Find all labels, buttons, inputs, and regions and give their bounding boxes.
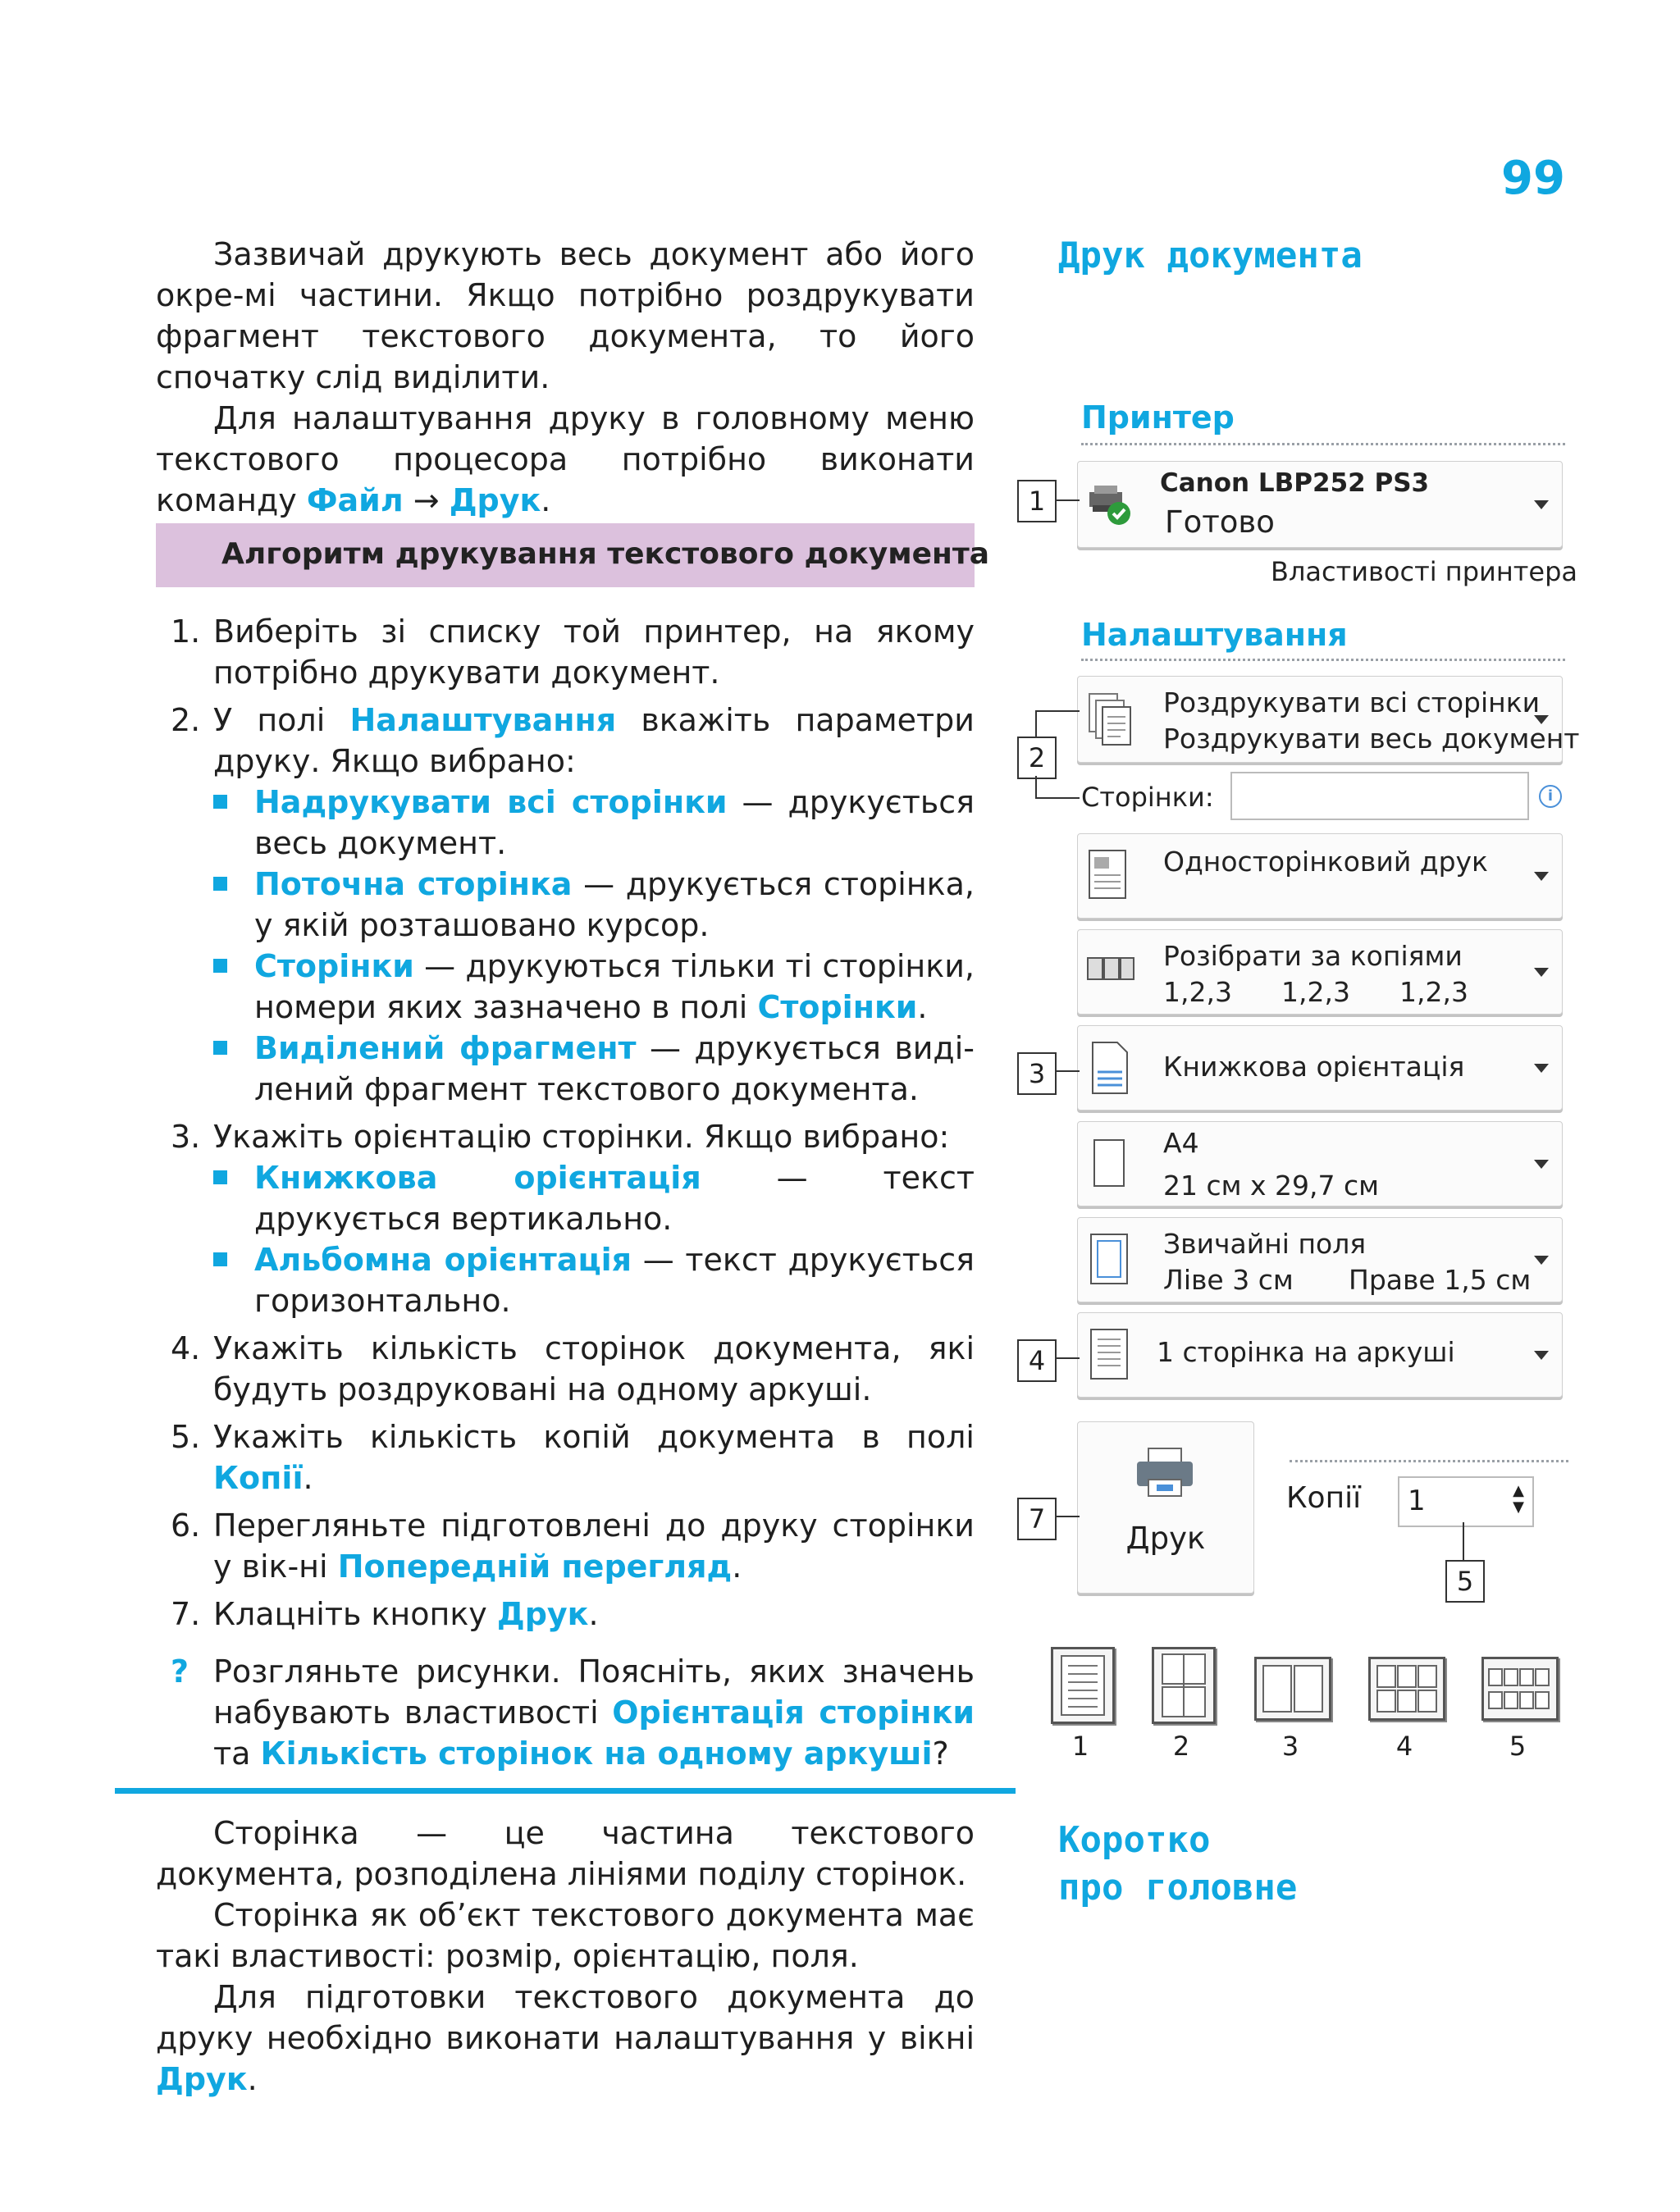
page-number: 99 [1501, 152, 1565, 205]
pages-per-sheet-select[interactable] [1077, 1312, 1563, 1398]
chevron-down-icon [1534, 968, 1549, 977]
portrait-orientation-icon [1086, 1039, 1135, 1097]
bullet-square-icon [213, 795, 227, 809]
intro-paragraph-1: Зазвичай друкують весь документ або його окре-мі частини. Якщо потрібно роздрукувати фрагмент текстового документа, то його спочатку слід виділити. [156, 236, 975, 395]
bullet-square-icon [213, 1041, 227, 1055]
summary-heading-line-1: Коротко [1058, 1819, 1211, 1861]
callout-4: 4 [1017, 1339, 1057, 1382]
paper-size-select[interactable] [1077, 1121, 1563, 1206]
collate-select[interactable] [1077, 929, 1563, 1015]
pages-per-sheet-option: 1 сторінка на аркуші [1157, 1336, 1455, 1368]
printer-properties-link[interactable]: Властивості принтера [1271, 556, 1577, 587]
bullet-square-icon [213, 1170, 227, 1184]
paper-size-icon [1086, 1135, 1135, 1193]
summary-paragraph-2: Сторінка як об’єкт текстового документа має такі властивості: розмір, орієнтацію, поля. [156, 1897, 975, 1974]
thumb-label-4: 4 [1395, 1731, 1413, 1762]
callout-3: 3 [1017, 1052, 1057, 1095]
collate-order-2: 1,2,3 [1281, 976, 1350, 1008]
callout-line [1035, 797, 1080, 799]
sided-select[interactable] [1077, 833, 1563, 919]
chevron-down-icon [1534, 872, 1549, 881]
question: ? Розгляньте рисунки. Поясніть, яких значень набувають властивості Орієнтація сторінки та Кількість сторінок на одному аркуші? [156, 1651, 975, 1774]
bullet-current-page: Поточна сторінка — друкується сторінка, у якій розташовано курсор. [213, 864, 975, 946]
printer-ready-icon [1086, 476, 1135, 533]
margins-option: Звичайні поля [1163, 1228, 1367, 1260]
settings-section-title: Налаштування [1081, 617, 1348, 653]
spinner-arrows-icon[interactable]: ▲ ▼ [1513, 1482, 1524, 1516]
callout-line [1035, 776, 1037, 799]
callout-2: 2 [1017, 737, 1057, 779]
collate-icon [1086, 943, 1135, 1001]
chevron-down-icon [1534, 1256, 1549, 1265]
printer-icon [1134, 1447, 1196, 1499]
callout-line [1055, 1516, 1080, 1517]
summary-heading [1058, 1817, 1297, 1912]
bullet-all-pages: Надрукувати всі сторінки — друкується весь документ. [213, 782, 975, 864]
layout-thumb-5-icon [1481, 1657, 1559, 1721]
copies-label: Копії [1286, 1481, 1362, 1515]
bullet-selection: Виділений фрагмент — друкується виді-лений фрагмент текстового документа. [213, 1028, 975, 1110]
printer-name: Canon LBP252 PS3 [1160, 468, 1430, 498]
thumb-label-2: 2 [1172, 1731, 1190, 1762]
step-4: 4. Укажіть кількість сторінок документа, які будуть роздруковані на одному аркуші. [171, 1330, 975, 1407]
print-button-label: Друк [1125, 1521, 1206, 1556]
summary-paragraph-3: Для підготовки текстового документа до друку необхідно виконати налаштування у вікні Друк. [156, 1979, 975, 2097]
step-7: 7. Клацніть кнопку Друк. [171, 1596, 599, 1632]
margin-right: Праве 1,5 см [1349, 1264, 1532, 1296]
collate-option: Розібрати за копіями [1163, 940, 1463, 972]
intro-paragraph-2-text: Для налаштування друку в головному меню текстового процесора потрібно виконати команду [156, 400, 975, 518]
bullet-landscape: Альбомна орієнтація — текст друкується горизонтально. [213, 1239, 975, 1321]
chevron-down-icon [1534, 715, 1549, 724]
bullet-square-icon [213, 877, 227, 891]
callout-line [1055, 499, 1080, 501]
arrow-icon: → [413, 482, 440, 518]
one-sided-icon [1086, 847, 1135, 905]
page-per-sheet-icon [1086, 1326, 1135, 1384]
step-5: 5. Укажіть кількість копій документа в полі Копії. [171, 1419, 975, 1496]
chevron-down-icon [1534, 1064, 1549, 1073]
summary-paragraph-1: Сторінка — це частина текстового документа, розподілена лініями поділу сторінок. [156, 1815, 975, 1892]
bullet-square-icon [213, 1252, 227, 1266]
callout-1: 1 [1017, 480, 1057, 522]
copies-divider [1290, 1460, 1568, 1462]
paper-size-dimensions: 21 см x 29,7 см [1163, 1170, 1380, 1202]
layout-thumb-1-icon [1051, 1647, 1115, 1724]
step-1: 1. Виберіть зі списку той принтер, на якому потрібно друкувати документ. [171, 613, 975, 691]
thumb-label-1: 1 [1071, 1731, 1089, 1762]
step-6: 6. Перегляньте підготовлені до друку сторінки у вік-ні Попередній перегляд. [171, 1507, 975, 1585]
copies-spinner[interactable] [1398, 1476, 1534, 1527]
orientation-select[interactable] [1077, 1025, 1563, 1111]
chevron-down-icon [1534, 500, 1549, 509]
settings-section-divider [1081, 659, 1565, 661]
callout-line [1055, 1357, 1080, 1359]
bullet-portrait: Книжкова орієнтація — текст друкується вертикально. [213, 1157, 975, 1239]
bullet-square-icon [213, 959, 227, 973]
thumb-label-3: 3 [1281, 1731, 1299, 1762]
chevron-down-icon [1534, 1160, 1549, 1169]
callout-line [1035, 710, 1080, 712]
margins-select[interactable] [1077, 1217, 1563, 1302]
pages-label: Сторінки: [1081, 782, 1214, 813]
callout-5: 5 [1445, 1560, 1485, 1603]
algorithm-steps [156, 611, 975, 1774]
orientation-option: Книжкова орієнтація [1163, 1051, 1465, 1083]
print-range-detail: Роздрукувати весь документ [1163, 723, 1580, 755]
cmd-file: Файл [306, 482, 404, 518]
printer-section-divider [1081, 443, 1565, 445]
printer-select[interactable] [1077, 461, 1563, 548]
layout-thumb-4-icon [1368, 1657, 1445, 1721]
margin-left: Ліве 3 см [1163, 1264, 1294, 1296]
question-icon: ? [171, 1653, 189, 1690]
copies-value: 1 [1408, 1485, 1426, 1517]
callout-line [1055, 1070, 1080, 1072]
printer-section-title: Принтер [1081, 399, 1235, 436]
callout-line [1035, 710, 1037, 737]
info-icon[interactable]: i [1539, 785, 1562, 808]
print-button[interactable] [1077, 1421, 1254, 1594]
layout-thumb-3-icon [1254, 1657, 1331, 1721]
paper-size-option: A4 [1163, 1127, 1199, 1159]
pages-input[interactable] [1230, 772, 1529, 820]
sided-option: Односторінковий друк [1163, 846, 1488, 878]
callout-7: 7 [1017, 1498, 1057, 1540]
intro-text [156, 234, 975, 521]
chevron-down-icon [1534, 1351, 1549, 1360]
summary-text [156, 1813, 975, 2100]
section-divider [115, 1788, 1016, 1794]
print-range-option: Роздрукувати всі сторінки [1163, 686, 1541, 718]
summary-heading-line-2: про головне [1058, 1867, 1298, 1909]
algorithm-title: Алгоритм друкування текстового документа [221, 537, 990, 571]
bullet-pages: Сторінки — друкуються тільки ті сторінки, номери яких зазначено в полі Сторінки. [213, 946, 975, 1028]
printer-status: Готово [1165, 504, 1275, 540]
callout-line [1463, 1522, 1464, 1560]
cmd-print: Друк [449, 482, 541, 518]
layout-thumb-2-icon [1152, 1647, 1216, 1724]
margins-icon [1086, 1231, 1135, 1288]
thumb-label-5: 5 [1509, 1731, 1527, 1762]
step-2: 2. У полі Налаштування вкажіть параметри друку. Якщо вибрано: Надрукувати всі сторінки — друкується весь документ. Поточна сторінка — друкується сторінка, у якій розташовано курсор. Сторінки — друкуються тільки ті сторінки, номери яких зазначено в полі Сторінки. Виділений фрагмент — друкується виді-лений фрагмент текстового документа. [156, 700, 975, 1110]
step-3: 3. Укажіть орієнтацію сторінки. Якщо вибрано: Книжкова орієнтація — текст друкується вертикально. Альбомна орієнтація — текст друкується горизонтально. [156, 1116, 975, 1321]
print-range-select[interactable] [1077, 676, 1580, 763]
intro-paragraph-2: Для налаштування друку в головному меню текстового процесора потрібно виконати команду Файл → Друк. [156, 400, 975, 518]
collate-order-1: 1,2,3 [1163, 976, 1232, 1008]
collate-order-3: 1,2,3 [1399, 976, 1468, 1008]
side-heading-print: Друк документа [1058, 235, 1363, 276]
pages-stack-icon [1086, 691, 1135, 748]
